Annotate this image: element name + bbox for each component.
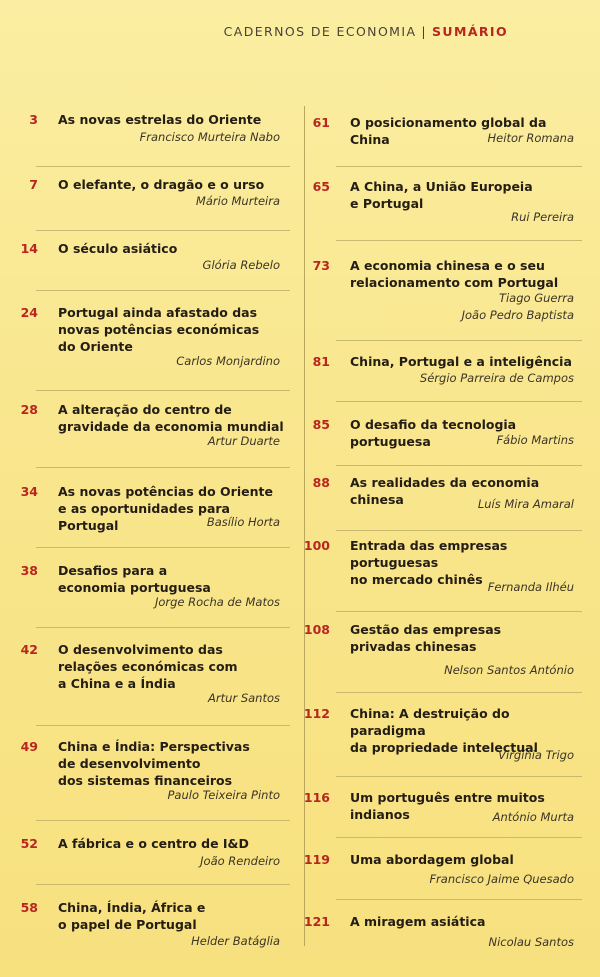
article-author: Francisco Jaime Quesado: [429, 872, 574, 886]
page-number: 42: [20, 642, 38, 657]
article-title: Entrada das empresas portuguesas no mercado chinês: [350, 538, 508, 587]
page-number: 112: [303, 706, 330, 721]
article-title: Gestão das empresas privadas chinesas: [350, 622, 502, 654]
page-number: 100: [303, 538, 330, 553]
page-number: 14: [20, 241, 38, 256]
article-author: António Murta: [492, 810, 574, 824]
article-title: Portugal ainda afastado das novas potências económicas do Oriente: [58, 305, 260, 354]
page-number: 119: [303, 852, 330, 867]
entry-separator: [336, 776, 582, 777]
page-number: 49: [20, 739, 38, 754]
page-number: 38: [20, 563, 38, 578]
page-number: 58: [20, 900, 38, 915]
entry-separator: [336, 401, 582, 402]
entry-separator: [36, 290, 290, 291]
article-author: Glória Rebelo: [202, 258, 280, 272]
article-title: O posicionamento global da China: [350, 115, 547, 147]
column-divider: [304, 106, 305, 946]
entry-separator: [336, 340, 582, 341]
article-title: O século asiático: [58, 241, 178, 256]
entry-separator: [36, 820, 290, 821]
page-number: 24: [20, 305, 38, 320]
article-author: Jorge Rocha de Matos: [154, 595, 280, 609]
article-author: Rui Pereira: [511, 210, 574, 224]
article-title: O desenvolvimento das relações económicas com a China e a Índia: [58, 642, 238, 691]
entry-separator: [36, 547, 290, 548]
article-author: Francisco Murteira Nabo: [139, 130, 280, 144]
article-title: A economia chinesa e o seu relacionamento com Portugal: [350, 258, 559, 290]
page-number: 52: [20, 836, 38, 851]
article-author: Nelson Santos António: [444, 663, 574, 677]
entry-separator: [336, 899, 582, 900]
entry-separator: [36, 884, 290, 885]
entry-separator: [336, 692, 582, 693]
entry-separator: [36, 627, 290, 628]
article-author: João Rendeiro: [200, 854, 280, 868]
header-separator: |: [421, 24, 428, 39]
article-author: Fábio Martins: [496, 433, 574, 447]
article-title: China e Índia: Perspectivas de desenvolvimento dos sistemas financeiros: [58, 739, 250, 788]
article-title: O desafio da tecnologia portuguesa: [350, 417, 517, 449]
page-number: 85: [312, 417, 330, 432]
page-number: 7: [29, 177, 38, 192]
page-number: 3: [29, 112, 38, 127]
page-number: 81: [312, 354, 330, 369]
article-author: Artur Duarte: [207, 434, 280, 448]
page-number: 73: [312, 258, 330, 273]
article-author: Paulo Teixeira Pinto: [167, 788, 280, 802]
article-author: Luís Mira Amaral: [477, 497, 574, 511]
entry-separator: [336, 530, 582, 531]
page-number: 88: [312, 475, 330, 490]
article-title: A miragem asiática: [350, 914, 486, 929]
article-author: Nicolau Santos: [488, 935, 574, 949]
article-author: Artur Santos: [208, 691, 280, 705]
article-title: China, Índia, África e o papel de Portugal: [58, 900, 206, 932]
article-title: China: A destruição do paradigma da propriedade intelectual: [350, 706, 538, 755]
page-number: 61: [312, 115, 330, 130]
article-author: Heitor Romana: [487, 131, 574, 145]
entry-separator: [36, 230, 290, 231]
section-label: SUMÁRIO: [432, 24, 508, 39]
page-number: 108: [303, 622, 330, 637]
page-number: 28: [20, 402, 38, 417]
article-author: Carlos Monjardino: [176, 354, 280, 368]
article-author: Virgínia Trigo: [498, 748, 574, 762]
article-title: A China, a União Europeia e Portugal: [350, 179, 533, 211]
article-title: As novas potências do Oriente e as oportunidades para Portugal: [58, 484, 273, 533]
article-title: As novas estrelas do Oriente: [58, 112, 262, 127]
entry-separator: [336, 837, 582, 838]
entry-separator: [336, 166, 582, 167]
page-number: 116: [303, 790, 330, 805]
article-author: Helder Batáglia: [191, 934, 280, 948]
article-title: China, Portugal e a inteligência: [350, 354, 572, 369]
entry-separator: [36, 166, 290, 167]
entry-separator: [336, 465, 582, 466]
article-title: A fábrica e o centro de I&D: [58, 836, 249, 851]
article-author: Tiago Guerra João Pedro Baptista: [461, 291, 574, 322]
article-title: As realidades da economia chinesa: [350, 475, 540, 507]
article-author: Mário Murteira: [195, 194, 280, 208]
page-number: 34: [20, 484, 38, 499]
article-title: A alteração do centro de gravidade da economia mundial: [58, 402, 284, 434]
article-title: Um português entre muitos indianos: [350, 790, 545, 822]
running-header: [224, 24, 508, 39]
article-author: Fernanda Ilhéu: [487, 580, 574, 594]
entry-separator: [36, 725, 290, 726]
article-title: O elefante, o dragão e o urso: [58, 177, 265, 192]
article-title: Uma abordagem global: [350, 852, 514, 867]
entry-separator: [336, 240, 582, 241]
article-title: Desafios para a economia portuguesa: [58, 563, 211, 595]
entry-separator: [36, 390, 290, 391]
page-number: 65: [312, 179, 330, 194]
article-author: Sérgio Parreira de Campos: [419, 371, 574, 385]
entry-separator: [36, 467, 290, 468]
entry-separator: [336, 611, 582, 612]
article-author: Basílio Horta: [206, 515, 280, 529]
page-number: 121: [303, 914, 330, 929]
publication-name: CADERNOS DE ECONOMIA: [223, 24, 417, 39]
